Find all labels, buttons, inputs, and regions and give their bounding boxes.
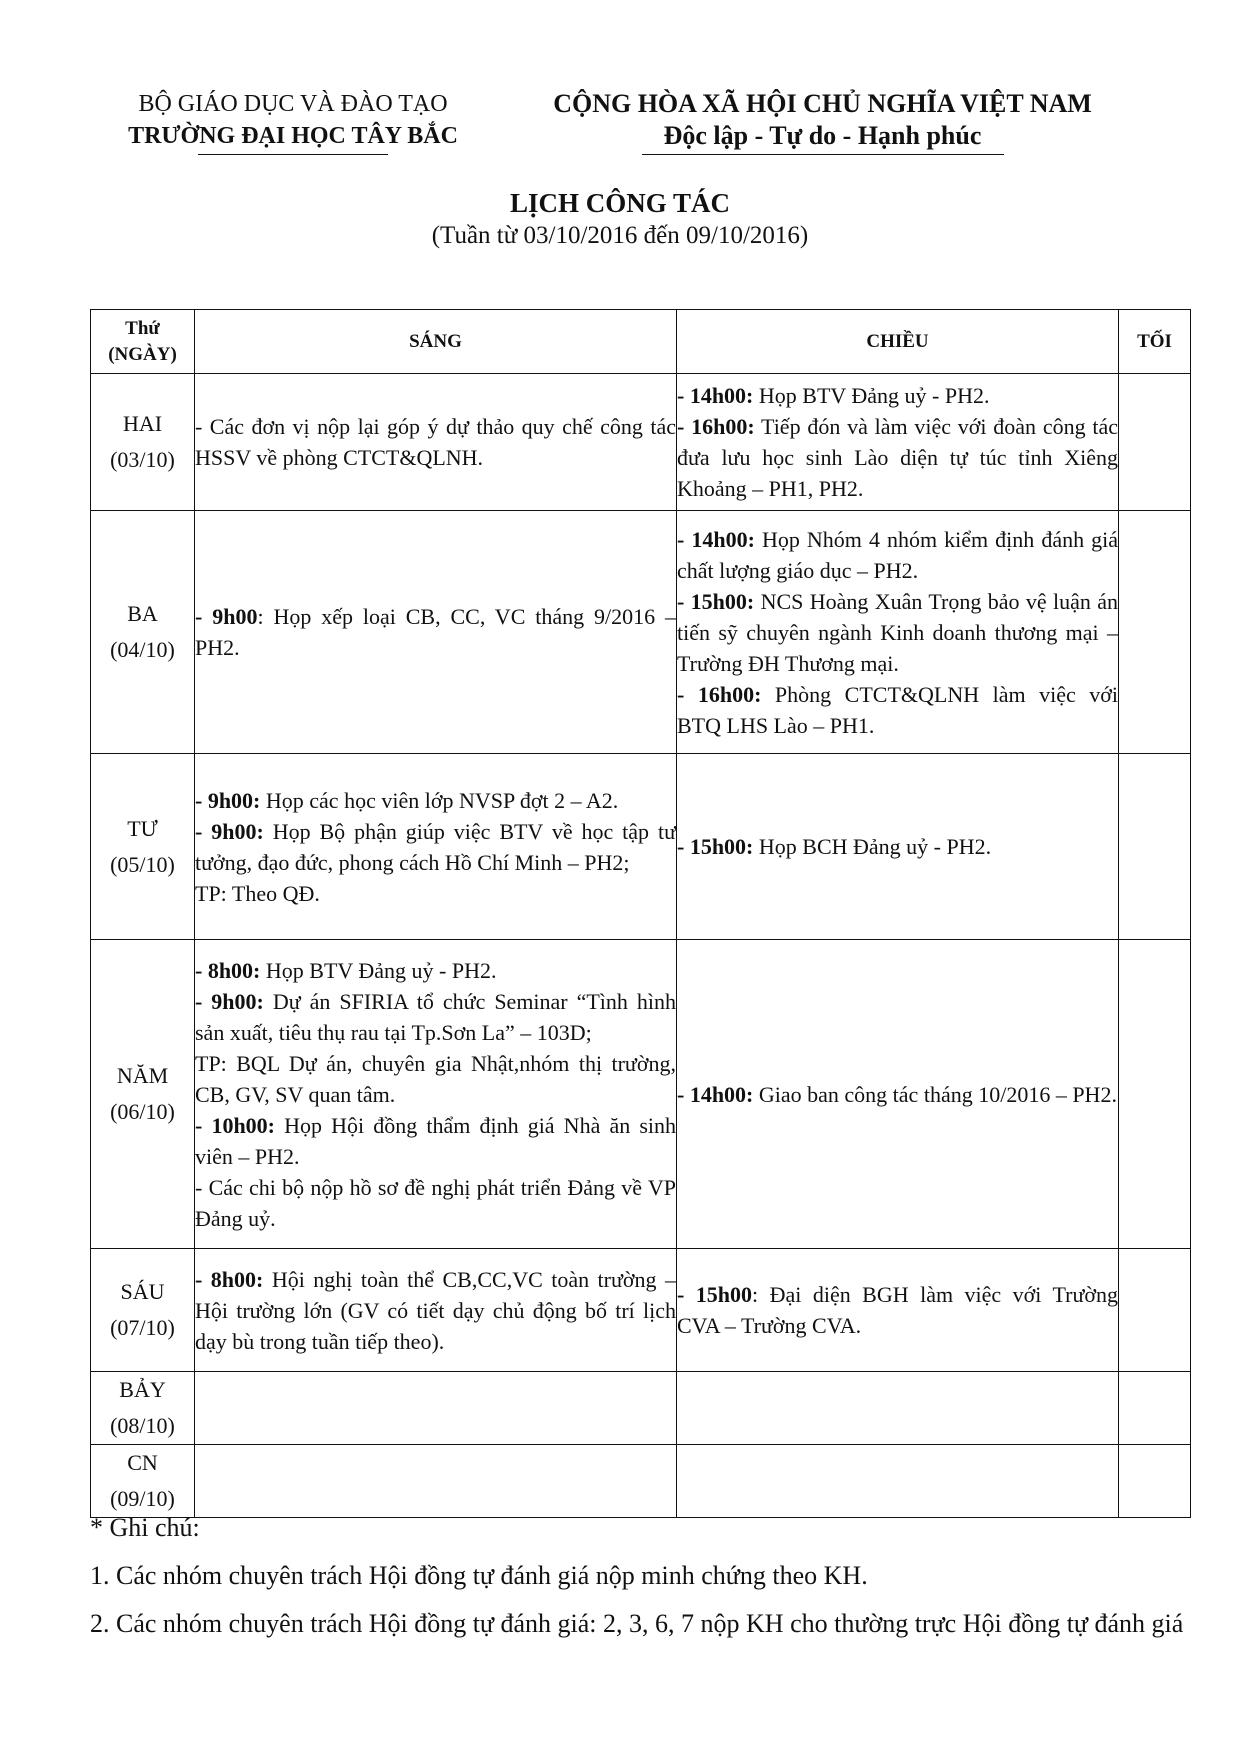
table-row <box>91 374 1191 511</box>
morning-cell <box>195 940 677 1249</box>
entry-text: - Các đơn vị nộp lại góp ý dự thảo quy chế công tác HSSV về phòng CTCT&QLNH. <box>195 414 676 470</box>
schedule-entry <box>195 1110 676 1172</box>
schedule-entry <box>195 986 676 1048</box>
entry-time: - 14h00: <box>677 1081 754 1107</box>
day-name: NĂM <box>116 1063 169 1088</box>
afternoon-cell <box>677 754 1119 940</box>
schedule-entry <box>677 524 1118 586</box>
day-cell <box>91 511 195 754</box>
note-item-2: 2. Các nhóm chuyên trách Hội đồng tự đánh giá: 2, 3, 6, 7 nộp KH cho thường trực Hội đồng tự đánh giá <box>90 1609 1184 1638</box>
schedule-table <box>90 309 1191 1518</box>
entry-time: - 16h00: <box>677 681 762 707</box>
entry-time: - 16h00: <box>677 414 755 439</box>
entry-text: Họp Bộ phận giúp việc BTV về học tập tư tưởng, đạo đức, phong cách Hồ Chí Minh – PH2; <box>195 818 676 875</box>
evening-cell <box>1119 940 1191 1249</box>
schedule-entry <box>195 411 676 473</box>
university-name: TRƯỜNG ĐẠI HỌC TÂY BẮC <box>128 123 458 149</box>
schedule-entry <box>677 831 1118 862</box>
header-day: Thứ (NGÀY) <box>91 310 195 374</box>
table-row <box>91 1249 1191 1372</box>
schedule-entry <box>195 955 676 986</box>
header-underline <box>198 154 388 155</box>
document-title: LỊCH CÔNG TÁC <box>509 188 731 218</box>
schedule-entry <box>195 1172 676 1234</box>
entry-time: - 9h00: <box>195 818 264 844</box>
schedule-entry <box>677 1279 1118 1341</box>
table-row <box>91 1445 1191 1518</box>
table-row <box>91 940 1191 1249</box>
entry-text: - Các chi bộ nộp hồ sơ đề nghị phát triển Đảng về VP Đảng uỷ. <box>195 1174 676 1231</box>
entry-time: - 8h00: <box>195 957 261 983</box>
entry-text: : Đại diện BGH làm việc với Trường CVA – Trường CVA. <box>677 1282 1119 1338</box>
table-row <box>91 511 1191 754</box>
afternoon-cell <box>677 511 1119 754</box>
entry-text: Phòng CTCT&QLNH làm việc với BTQ LHS Lào – PH1. <box>677 681 1118 738</box>
entry-text: Họp Hội đồng thẩm định giá Nhà ăn sinh viên – PH2. <box>195 1112 676 1169</box>
entry-text: Họp BTV Đảng uỷ - PH2. <box>260 957 497 983</box>
morning-cell <box>195 1249 677 1372</box>
schedule-entry <box>195 601 676 663</box>
day-cell <box>91 1445 195 1518</box>
header-morning: SÁNG <box>195 310 677 374</box>
entry-text: TP: Theo QĐ. <box>195 880 320 906</box>
header-evening: TỐI <box>1119 310 1191 374</box>
evening-cell <box>1119 1372 1191 1445</box>
schedule-entry <box>195 878 676 909</box>
ministry-name: BỘ GIÁO DỤC VÀ ĐÀO TẠO <box>138 91 448 117</box>
day-name: BẢY <box>119 1377 166 1402</box>
entry-time: - 9h00: <box>195 988 264 1014</box>
entry-text: TP: BQL Dự án, chuyên gia Nhật,nhóm thị trường, CB, GV, SV quan tâm. <box>195 1050 676 1107</box>
entry-text: Họp BTV Đảng uỷ - PH2. <box>753 383 990 408</box>
day-name: HAI <box>122 411 163 436</box>
day-date: (09/10) <box>110 1486 175 1511</box>
morning-cell <box>195 511 677 754</box>
entry-text: Tiếp đón và làm việc với đoàn công tác đưa lưu học sinh Lào diện tự túc tỉnh Xiêng Khoảng – PH1, PH2. <box>677 414 1118 501</box>
entry-text: Họp BCH Đảng uỷ - PH2. <box>753 834 992 859</box>
day-date: (03/10) <box>110 447 175 472</box>
entry-text: Họp các học viên lớp NVSP đợt 2 – A2. <box>260 787 619 813</box>
entry-text: Giao ban công tác tháng 10/2016 – PH2. <box>753 1081 1117 1107</box>
day-name: CN <box>127 1450 158 1475</box>
day-date: (08/10) <box>110 1413 175 1438</box>
morning-cell <box>195 374 677 511</box>
schedule-entry <box>195 785 676 816</box>
entry-text: Dự án SFIRIA tổ chức Seminar “Tình hình sản xuất, tiêu thụ rau tại Tp.Sơn La” – 103D; <box>195 988 677 1045</box>
schedule-entry <box>677 380 1118 411</box>
evening-cell <box>1119 1445 1191 1518</box>
header-nation <box>520 88 1125 155</box>
entry-time: - 8h00: <box>195 1266 264 1292</box>
day-date: (06/10) <box>110 1099 175 1124</box>
day-name: SÁU <box>120 1279 165 1304</box>
header-organization <box>95 88 491 155</box>
nation-motto: Độc lập - Tự do - Hạnh phúc <box>663 121 982 150</box>
schedule-entry <box>195 816 676 878</box>
morning-cell <box>195 1445 677 1518</box>
afternoon-cell <box>677 1372 1119 1445</box>
day-cell <box>91 374 195 511</box>
entry-time: - 15h00 <box>677 1282 753 1307</box>
evening-cell <box>1119 374 1191 511</box>
document-subtitle: (Tuần từ 03/10/2016 đến 09/10/2016) <box>431 222 809 249</box>
afternoon-cell <box>677 1445 1119 1518</box>
evening-cell <box>1119 511 1191 754</box>
schedule-entry <box>677 411 1118 504</box>
evening-cell <box>1119 754 1191 940</box>
day-date: (04/10) <box>110 637 175 662</box>
day-name: TƯ <box>127 815 158 841</box>
entry-time: - 9h00: <box>195 787 261 813</box>
schedule-entry <box>195 1048 676 1110</box>
day-name: BA <box>127 601 158 626</box>
table-header-row <box>91 310 1191 374</box>
day-date: (05/10) <box>110 851 175 877</box>
notes-heading: * Ghi chú: <box>90 1513 200 1542</box>
table-row <box>91 754 1191 940</box>
entry-text: Họp Nhóm 4 nhóm kiểm định đánh giá chất lượng giáo dục – PH2. <box>677 526 1119 583</box>
entry-time: - 10h00: <box>195 1112 276 1138</box>
day-cell <box>91 754 195 940</box>
entry-text: NCS Hoàng Xuân Trọng bảo vệ luận án tiến sỹ chuyên ngành Kinh doanh thương mại – Trường ĐH Thương mại. <box>677 588 1118 676</box>
entry-time: - 15h00: <box>677 834 754 859</box>
note-item-1: 1. Các nhóm chuyên trách Hội đồng tự đánh giá nộp minh chứng theo KH. <box>90 1561 868 1590</box>
day-date: (07/10) <box>110 1315 175 1340</box>
day-cell <box>91 1372 195 1445</box>
notes-section <box>90 1510 1190 1642</box>
morning-cell <box>195 1372 677 1445</box>
nation-name: CỘNG HÒA XÃ HỘI CHỦ NGHĨA VIỆT NAM <box>553 89 1092 118</box>
schedule-entry <box>677 586 1118 679</box>
entry-time: - 9h00 <box>195 604 258 629</box>
day-cell <box>91 940 195 1249</box>
entry-text: : Họp xếp loại CB, CC, VC tháng 9/2016 – PH2. <box>195 604 677 660</box>
schedule-entry <box>677 1079 1118 1110</box>
entry-text: Hội nghị toàn thể CB,CC,VC toàn trường – Hội trường lớn (GV có tiết dạy chủ động bố trí lịch dạy bù trong tuần tiếp theo). <box>195 1266 677 1354</box>
evening-cell <box>1119 1249 1191 1372</box>
afternoon-cell <box>677 940 1119 1249</box>
schedule-entry <box>677 679 1118 741</box>
schedule-entry <box>195 1264 676 1357</box>
entry-time: - 15h00: <box>677 588 755 614</box>
table-row <box>91 1372 1191 1445</box>
header-afternoon: CHIỀU <box>677 310 1119 374</box>
entry-time: - 14h00: <box>677 383 754 408</box>
day-cell <box>91 1249 195 1372</box>
afternoon-cell <box>677 374 1119 511</box>
afternoon-cell <box>677 1249 1119 1372</box>
morning-cell <box>195 754 677 940</box>
motto-underline <box>642 154 1004 155</box>
entry-time: - 14h00: <box>677 526 755 552</box>
